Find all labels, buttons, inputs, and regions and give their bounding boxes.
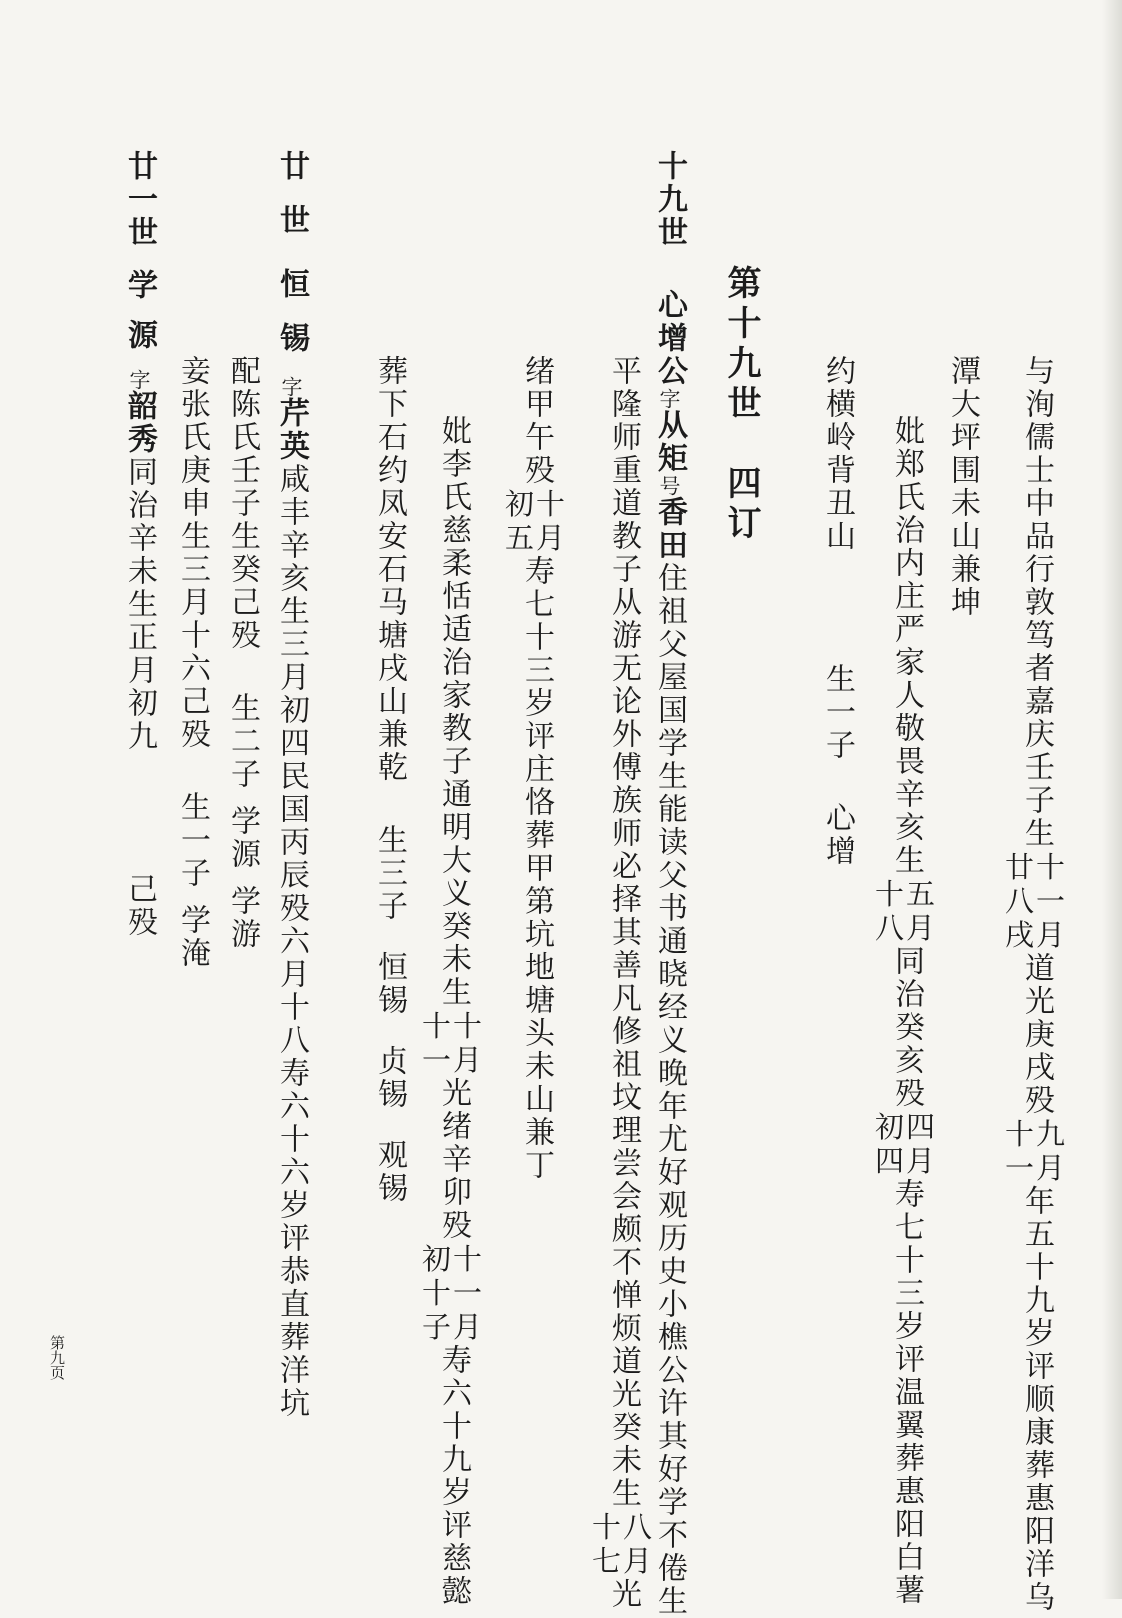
- zi-marker: 字: [657, 388, 681, 409]
- column-text: 潭大坪围未山兼坤: [945, 355, 980, 619]
- double-line-note: 十 初 月 五: [505, 487, 569, 555]
- column-text: 妾张氏庚申生三月十六己殁: [175, 355, 210, 751]
- double-line-note: 五 十 月 八: [875, 877, 939, 945]
- column-text: 学源: [225, 805, 260, 871]
- person-name: 恒锡: [274, 268, 309, 376]
- column-text: 生三子: [372, 824, 407, 923]
- column-text: 配陈氏壬子生癸己殁: [225, 355, 260, 652]
- person-name: 学源: [122, 269, 157, 369]
- column-text: 同治辛未生正月初九: [122, 456, 157, 753]
- double-line-note: 十 十 月 一: [422, 1009, 486, 1077]
- column-text: 约横岭背丑山: [820, 355, 855, 553]
- revision-label: 四订: [721, 465, 761, 545]
- column-text: 妣郑氏治内庄严家人敬畏辛亥生: [889, 415, 924, 877]
- column-text: 恒锡: [372, 951, 407, 1017]
- generation-label: 廿世: [274, 150, 309, 258]
- column-text: 光: [606, 1578, 641, 1611]
- column-text: 寿七十三岁评庄恪葬甲第坑地塘头未山兼丁: [519, 555, 554, 1182]
- double-line-note: 十 初 一 十 月 子: [422, 1242, 486, 1344]
- column-text: 妣李氏慈柔恬适治家教子通明大义癸未生: [436, 415, 471, 1009]
- courtesy-name: 芹英: [274, 397, 309, 463]
- double-line-note: 八 十 月 七: [592, 1510, 656, 1578]
- double-line-note: 十 廿 一 八 月 戌: [1005, 850, 1069, 952]
- column-text: 观锡: [372, 1139, 407, 1205]
- text-column-12: [175, 355, 209, 970]
- text-column-1: [1005, 355, 1067, 1614]
- page-number: 第九页: [48, 1335, 66, 1380]
- column-text: 与洵儒士中品行敦笃者嘉庆壬子生: [1019, 355, 1054, 850]
- column-text: 学游: [225, 885, 260, 951]
- hao-marker: 号: [657, 475, 681, 496]
- text-column-13: [122, 150, 156, 939]
- text-column-11: [225, 355, 259, 951]
- generation-label: 十九世: [652, 150, 687, 249]
- text-column-4: [820, 355, 854, 868]
- column-text: 葬下石约凤安石马塘戌山兼乾: [372, 355, 407, 784]
- text-column-8: [422, 415, 484, 1608]
- courtesy-name: 韶秀: [122, 390, 157, 456]
- column-text: 生一子: [820, 663, 855, 762]
- generation-label: 廿一世: [122, 150, 157, 249]
- art-name: 香田: [652, 496, 687, 562]
- text-column-2: [945, 355, 979, 619]
- column-text: 生二子: [225, 692, 260, 791]
- zi-marker: 字: [127, 369, 151, 390]
- column-text: 生一子: [175, 791, 210, 890]
- column-text: 学淹: [175, 904, 210, 970]
- column-text: 咸丰辛亥生三月初四民国丙辰殁六月十八寿六十六岁评恭直葬洋坑: [274, 463, 309, 1420]
- text-column-5: [652, 150, 686, 1618]
- column-text: 平隆师重道教子从游无论外傅族师必择其善凡修祖坟理尝会颇不惮烦道光癸未生: [606, 355, 641, 1510]
- section-title: [722, 265, 760, 545]
- column-text: 寿六十九岁评慈懿: [436, 1344, 471, 1608]
- courtesy-name: 从矩: [652, 409, 687, 475]
- column-text: 住祖父屋国学生能读父书通晓经义晚年尤好观历史小樵公许其好学不倦生: [652, 562, 687, 1618]
- text-column-9: [372, 355, 406, 1205]
- column-text: 寿七十三岁评温翼葬惠阳白薯: [889, 1178, 924, 1607]
- column-text: 绪甲午殁: [519, 355, 554, 487]
- double-line-note: 四 初 月 四: [875, 1110, 939, 1178]
- column-text: 贞锡: [372, 1045, 407, 1111]
- double-line-note: 九 十 月 一: [1005, 1117, 1069, 1185]
- text-column-3: [875, 415, 937, 1607]
- text-column-7: [505, 355, 567, 1182]
- column-text: 同治癸亥殁: [889, 945, 924, 1110]
- section-title-text: 第十九世: [721, 265, 761, 425]
- text-column-10: [274, 150, 308, 1420]
- person-name: 心增公: [652, 289, 687, 388]
- column-text: 年五十九岁评顺康葬惠阳洋乌: [1019, 1185, 1054, 1614]
- column-text: 道光庚戌殁: [1019, 952, 1054, 1117]
- column-text: 心增: [820, 802, 855, 868]
- zi-marker: 字: [279, 376, 303, 397]
- column-text: 己殁: [122, 873, 157, 939]
- column-text: 光绪辛卯殁: [436, 1077, 471, 1242]
- text-column-6: [592, 355, 654, 1611]
- page-edge-shadow: [1102, 0, 1122, 1599]
